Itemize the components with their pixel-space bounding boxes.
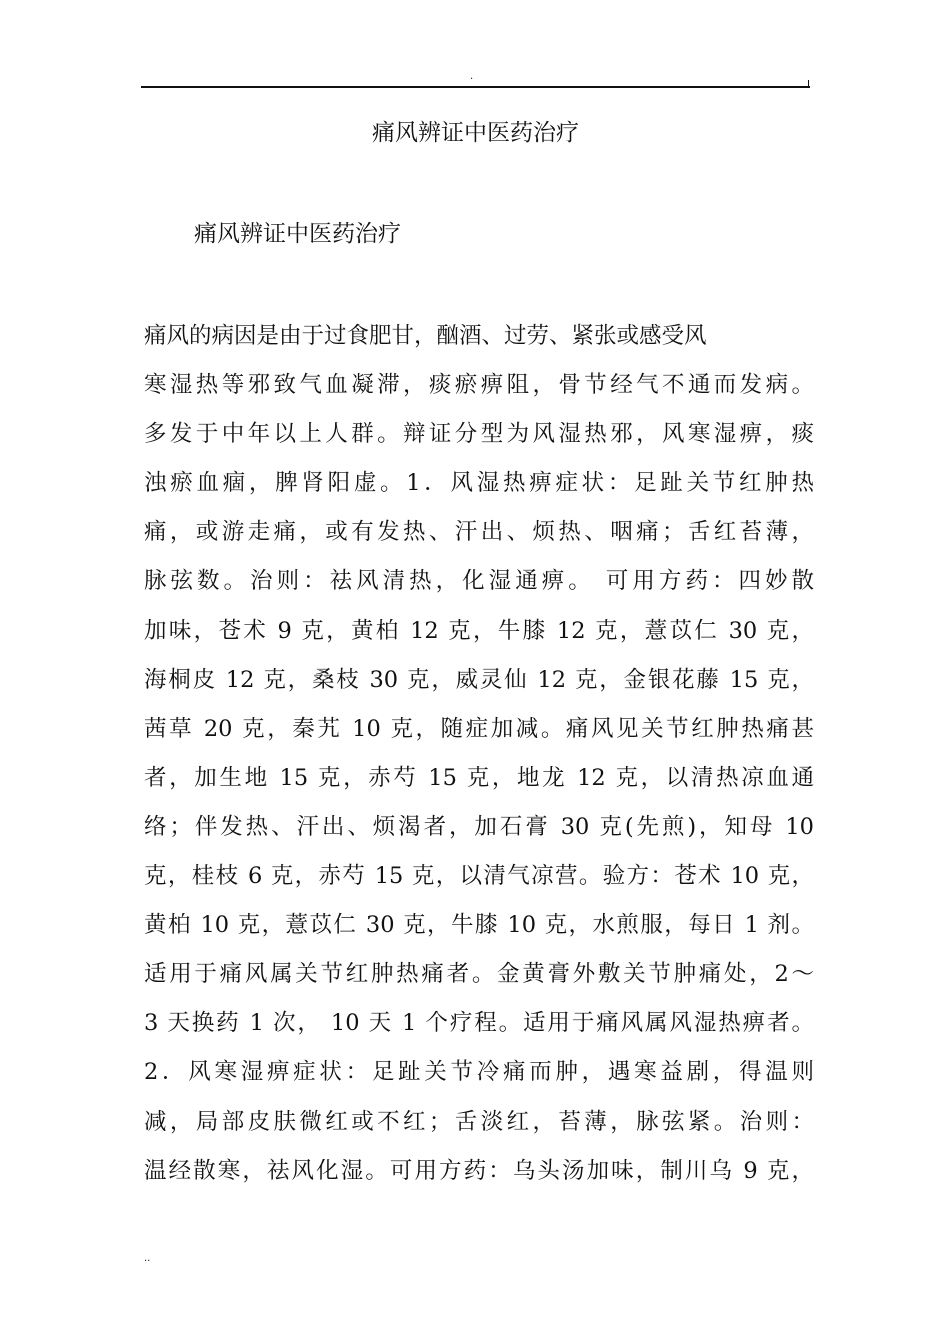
body-line: 黄柏 10 克，薏苡仁 30 克，牛膝 10 克，水煎服，每日 1 剂。	[144, 912, 814, 939]
document-subtitle: 痛风辨证中医药治疗	[194, 221, 401, 247]
body-line: 适用于痛风属关节红肿热痛者。金黄膏外敷关节肿痛处，2～	[144, 961, 814, 988]
header-rule-end-mark	[808, 80, 809, 88]
header-dot: .	[470, 71, 474, 82]
document-title: 痛风辨证中医药治疗	[372, 120, 579, 146]
body-line: 克，桂枝 6 克，赤芍 15 克，以清气凉营。验方：苍术 10 克，	[144, 863, 814, 890]
body-line: 减，局部皮肤微红或不红；舌淡红，苔薄，脉弦紧。治则：	[144, 1108, 814, 1135]
body-text	[144, 312, 814, 1196]
body-line: 加味，苍术 9 克，黄柏 12 克，牛膝 12 克，薏苡仁 30 克，	[144, 617, 814, 644]
body-line: 浊瘀血痼，脾肾阳虚。1．风湿热痹症状：足趾关节红肿热	[144, 470, 814, 497]
body-line: 者，加生地 15 克，赤芍 15 克，地龙 12 克，以清热凉血通	[144, 764, 814, 791]
body-line: 温经散寒，祛风化湿。可用方药：乌头汤加味，制川乌 9 克，	[144, 1157, 814, 1184]
body-line: 脉弦数。治则：祛风清热，化湿通痹。 可用方药：四妙散	[144, 568, 814, 595]
body-line: 海桐皮 12 克，桑枝 30 克，威灵仙 12 克，金银花藤 15 克，	[144, 666, 814, 693]
body-line: 茜草 20 克，秦艽 10 克，随症加减。痛风见关节红肿热痛甚	[144, 715, 814, 742]
body-line: 络；伴发热、汗出、烦渴者，加石膏 30 克(先煎)，知母 10	[144, 813, 814, 840]
footer-dots: ..	[144, 1253, 151, 1264]
body-line: 3 天换药 1 次， 10 天 1 个疗程。适用于痛风属风湿热痹者。	[144, 1010, 814, 1037]
header-rule	[141, 86, 810, 88]
body-line: 2．风寒湿痹症状：足趾关节冷痛而肿，遇寒益剧，得温则	[144, 1059, 814, 1086]
body-line: 多发于中年以上人群。辩证分型为风湿热邪，风寒湿痹，痰	[144, 421, 814, 448]
body-line: 寒湿热等邪致气血凝滞，痰瘀痹阻，骨节经气不通而发病。	[144, 372, 814, 399]
body-line: 痛风的病因是由于过食肥甘，酗酒、过劳、紧张或感受风	[144, 323, 707, 349]
body-line: 痛，或游走痛，或有发热、汗出、烦热、咽痛；舌红苔薄，	[144, 519, 814, 546]
